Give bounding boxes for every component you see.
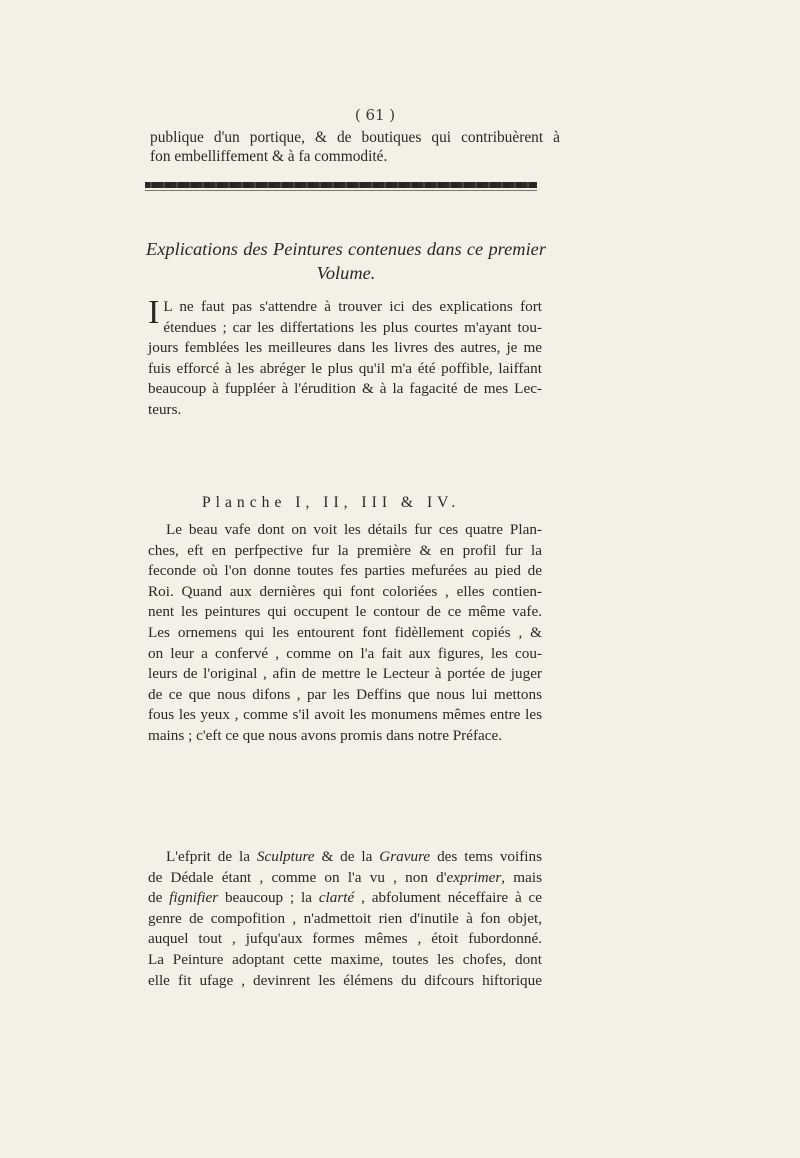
plate-heading: Planche I, II, III & IV.	[202, 494, 461, 511]
text-fragment: , mais	[501, 868, 542, 886]
text-line: nent les peintures qui occupent le contour de ce même vafe.	[148, 603, 542, 621]
text-line: elle fit ufage , devinrent les élémens du difcours hiftorique	[148, 971, 542, 989]
italic-term: clarté	[318, 889, 355, 907]
text-fragment: de	[148, 889, 170, 907]
text-line: Le beau vafe dont on voit les détails fur ces quatre Plan-	[166, 521, 542, 538]
paragraph-2	[148, 520, 542, 747]
text-line: jours femblées les meilleures dans les livres des autres, je me	[148, 339, 542, 357]
text-fragment: & de la	[314, 848, 380, 865]
text-line: publique d'un portique, & de boutiques qui contribuèrent à	[150, 129, 560, 146]
text-line: teurs.	[148, 400, 182, 418]
text-fragment: de Dédale étant , comme on l'a vu , non d'	[148, 868, 447, 886]
text-line: on leur a confervé , comme on l'a fait aux figures, les cou-	[148, 644, 542, 662]
italic-term: Sculpture	[256, 848, 315, 865]
text-line	[148, 847, 542, 868]
text-line: fuis efforcé à les abréger le plus qu'il m'a été poffible, laiffant	[148, 359, 542, 377]
text-line: genre de compofition , n'admettoit rien d'inutile à fon objet,	[148, 909, 542, 927]
text-line: ches, eft en perfpective fur la première & en profil fur la	[148, 541, 542, 559]
text-line: leurs de l'original , afin de mettre le Lecteur à portée de juger	[148, 665, 542, 683]
italic-term: exprimer	[446, 868, 502, 886]
text-line: mains ; c'eft ce que nous avons promis dans notre Préface.	[148, 726, 503, 744]
paragraph-1	[148, 294, 542, 421]
heading-line: Explications des Peintures contenues dans ce premier	[146, 239, 546, 259]
heading-line: Volume.	[316, 263, 376, 283]
text-fragment: L ne faut pas s'attendre à trouver ici des explications fort	[163, 298, 542, 315]
text-fragment: , abfolument néceffaire à ce	[354, 889, 543, 907]
text-line: fous les yeux , comme s'il avoit les monumens mêmes entre les	[148, 706, 542, 724]
text-line: feconde où l'on donne toutes fes parties mefurées au pied de	[148, 562, 542, 580]
drop-cap: I	[148, 294, 160, 331]
page-number: ( 61 )	[354, 106, 396, 124]
text-line: auquel tout , jufqu'aux formes mêmes , étoit fubordonné.	[148, 930, 542, 948]
text-fragment: des tems voifins	[430, 848, 543, 865]
text-fragment: beaucoup ; la	[218, 889, 319, 907]
text-line	[148, 868, 542, 889]
divider	[145, 190, 537, 191]
paragraph-3	[148, 847, 542, 991]
text-line: étendues ; car les differtations les plus courtes m'ayant tou-	[163, 318, 542, 336]
text-line: Les ornemens qui les entourent font fidèllement copiés , &	[148, 623, 542, 641]
text-line: fon embelliffement & à fa commodité.	[150, 148, 388, 165]
section-heading	[146, 237, 546, 285]
ornamental-rule	[145, 182, 537, 188]
text-line: beaucoup à fuppléer à l'érudition & à la fagacité de mes Lec-	[148, 380, 542, 398]
italic-term: Gravure	[379, 848, 431, 865]
italic-term: fignifier	[169, 889, 219, 907]
text-line: de ce que nous difons , par les Deffins que nous lui mettons	[148, 685, 542, 703]
text-line: Roi. Quand aux dernières qui font coloriées , elles contien-	[148, 582, 542, 600]
text-line: La Peinture adoptant cette maxime, toutes les chofes, dont	[148, 950, 542, 968]
text-fragment: L'efprit de la	[166, 848, 257, 865]
intro-paragraph	[150, 128, 560, 166]
text-line	[148, 888, 542, 909]
